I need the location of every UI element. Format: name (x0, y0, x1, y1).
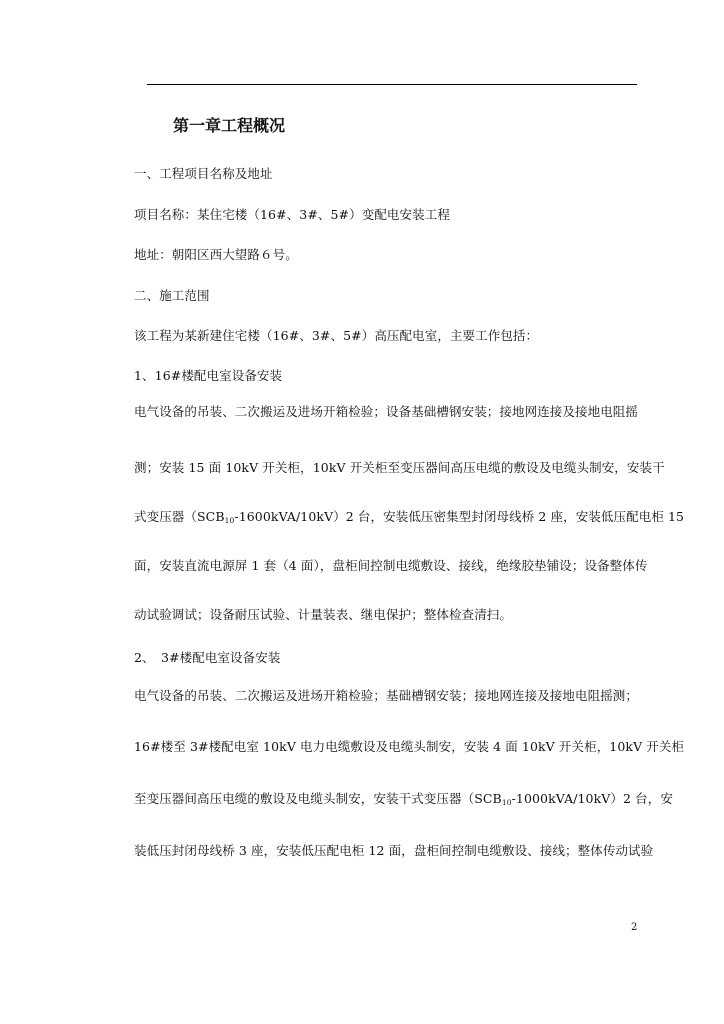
item1-paragraph-line: 动试验调试；设备耐压试验、计量装表、继电保护；整体检查清扫。 (134, 607, 513, 622)
project-name: 项目名称：某住宅楼（16#、3#、5#）变配电安装工程 (134, 207, 450, 222)
item2-line3-end: -1000kVA/10kV）2 台，安 (511, 791, 673, 806)
item1-line3-start: 式变压器（SCB (134, 509, 225, 524)
item1-paragraph-line: 测；安装 15 面 10kV 开关柜，10kV 开关柜至变压器间高压电缆的敷设及电缆头制安，安装干 (134, 460, 665, 475)
scope-intro: 该工程为某新建住宅楼（16#、3#、5#）高压配电室，主要工作包括： (134, 328, 539, 343)
section1-heading: 一、工程项目名称及地址 (134, 166, 273, 181)
project-address: 地址：朝阳区西大望路６号。 (134, 247, 298, 262)
item1-line3-end: -1600kVA/10kV）2 台，安装低压密集型封闭母线桥 2 座，安装低压配电柜 15 (234, 509, 685, 524)
item1-line3-subscript: 10 (224, 516, 235, 525)
section2-heading: 二、施工范围 (134, 288, 210, 303)
item2-line3-start: 至变压器间高压电缆的敷设及电缆头制安，安装干式变压器（SCB (134, 791, 502, 806)
item2-paragraph-line: 装低压封闭母线桥 3 座，安装低压配电柜 12 面，盘柜间控制电缆敷设、接线；整体传动试验 (134, 843, 654, 858)
item1-paragraph-line: 电气设备的吊装、二次搬运及进场开箱检验；设备基础槽钢安装；接地网连接及接地电阻摇 (134, 404, 639, 419)
item1-paragraph-line (134, 509, 685, 529)
item2-line3-subscript: 10 (501, 798, 512, 807)
item2-paragraph-line: 16#楼至 3#楼配电室 10kV 电力电缆敷设及电缆头制安，安装 4 面 10kV 开关柜，10kV 开关柜 (134, 739, 685, 754)
header-rule (147, 84, 637, 85)
page-number: 2 (631, 922, 638, 933)
item1-heading: 1、16#楼配电室设备安装 (134, 368, 283, 383)
item1-paragraph-line: 面，安装直流电源屏 1 套（4 面），盘柜间控制电缆敷设、接线，绝缘胶垫铺设；设备整体传 (134, 558, 648, 573)
item2-heading: 2、 3#楼配电室设备安装 (134, 650, 281, 665)
item2-paragraph-line (134, 791, 673, 811)
chapter-title: 第一章工程概况 (173, 116, 286, 135)
item2-paragraph-line: 电气设备的吊装、二次搬运及进场开箱检验；基础槽钢安装；接地网连接及接地电阻摇测； (134, 688, 639, 703)
